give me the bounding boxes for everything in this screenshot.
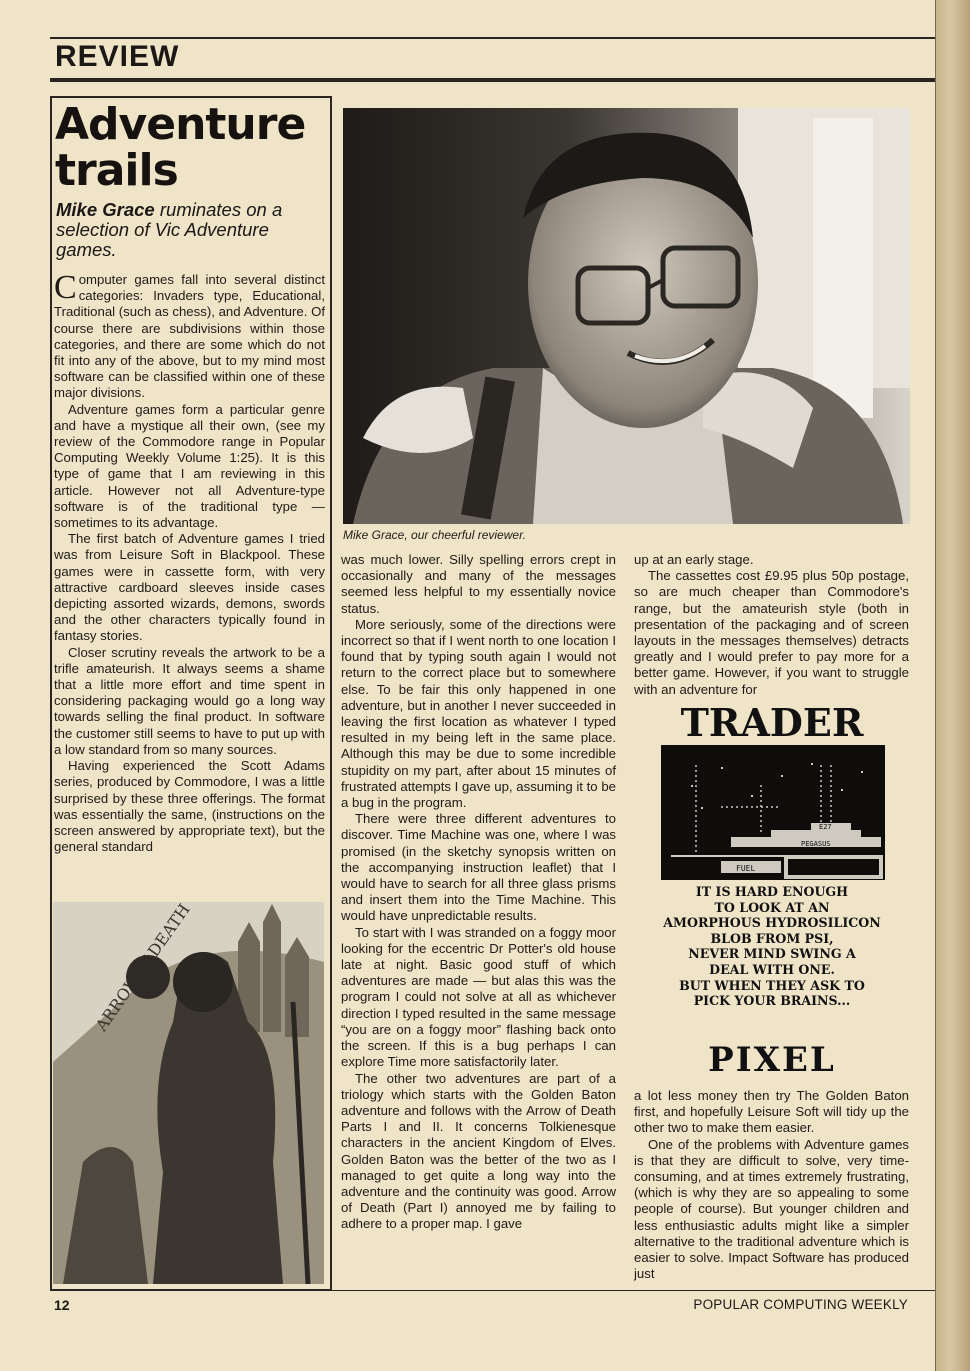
artwork-lettering: ARROW DEATH (91, 902, 194, 1035)
column-3-top (634, 552, 909, 698)
page-number: 12 (54, 1297, 70, 1313)
reviewer-photo (343, 108, 910, 524)
column-3-bottom (634, 1088, 909, 1282)
publication-name: POPULAR COMPUTING WEEKLY (693, 1297, 908, 1312)
col3-para-3: a lot less money then try The Golden Baton first, and hopefully Leisure Soft will tidy up the other two to make them easier. (634, 1088, 909, 1136)
fuel-label: FUEL (736, 864, 756, 873)
article-title (55, 99, 330, 196)
standfirst-text: ruminates on a selection of Vic Adventure games. (56, 199, 283, 260)
col1-para-3: The first batch of Adventure games I tried was from Leisure Soft in Blackpool. These games were in cassette form, with very attractive cardboard sleeves inside cases depicting assorted wizards, demons, swords and the other characters typically found in fantasy stories. (54, 531, 325, 644)
title-line-2: trails (55, 145, 178, 196)
page-edge (935, 0, 970, 1371)
col1-para-1 (54, 269, 325, 402)
col1-para-5: Having experienced the Scott Adams series, produced by Commodore, I was a little surprised by these three offerings. The format was essentially the same, (instructions on the screen answered by appropriate text), but the general standard (54, 758, 325, 855)
advert-line: BLOB FROM PSI, (710, 930, 834, 946)
advert-brand: PIXEL (708, 1040, 836, 1080)
top-rule (50, 37, 935, 39)
col2-para-1: was much lower. Silly spelling errors crept in occasionally and many of the messages seemed less helpful to my essentially novice status. (341, 552, 616, 616)
advert-line: TO LOOK AT AN (714, 899, 830, 915)
col3-para-4: One of the problems with Adventure games is that they are difficult to solve, very time-consuming, and at times extremely frustrating, (which is why they are so appealing to some people of course). But younger children and less enthusiastic adults might like a simpler alternative to the traditional adventure which is easier to solve. Impact Software has produced just (634, 1136, 909, 1282)
advert-line: IT IS HARD ENOUGH (695, 884, 849, 899)
column-2 (341, 552, 616, 1233)
col1-para-1-text: omputer games fall into several distinct categories: Invaders type, Educational, Traditional (such as chess), and Adventure. Of course there are subdivisions within those categories, and there are some which do not fit into any of the above, but to my mind most software can be classified within one of these major divisions. (54, 272, 325, 401)
col3-para-1: up at an early stage. (634, 552, 754, 567)
ship-label: PEGASUS (801, 840, 831, 848)
col2-para-3: There were three different adventures to discover. Time Machine was one, where I was promised (in the sketchy synopsis written on the accompanying instruction leaflet) that I would have to search for all three glass prisms and insert them into the Time Machine. This would have unpredictable results. (341, 811, 616, 924)
footer-rule (50, 1290, 935, 1291)
cassette-artwork (53, 902, 324, 1284)
drop-cap: C (54, 269, 77, 306)
advert-line: DEAL WITH ONE. (709, 961, 835, 977)
trader-advert (632, 700, 912, 1085)
advert-line: BUT WHEN THEY ASK TO (679, 977, 865, 993)
advert-copy (632, 884, 912, 1009)
col2-para-5: The other two adventures are part of a triology which starts with the Golden Baton adventure and follows with the Arrow of Death Parts I and II. It concerns Tolkienesque characters in the ancient Kingdom of Elves. Golden Baton was the better of the two as I managed to get quite a long way into the adventure and the continuity was good. Arrow of Death (Part I) annoyed me by failing to adhere to a proper map. I gave (341, 1070, 616, 1232)
advert-line: AMORPHOUS HYDROSILICON (663, 915, 881, 931)
header-rule (50, 78, 935, 82)
author-name: Mike Grace (56, 199, 155, 220)
column-1 (54, 269, 325, 855)
advert-title: TRADER (680, 700, 864, 745)
game-screenshot (661, 745, 885, 880)
col2-para-2: More seriously, some of the directions were incorrect so that if I went north to one location I found that by typing south again I would not return to the correct place but to somewhere else. To be fair this only happened in one adventure, but in another I never succeeded in leaving the first location as whatever I typed resulted in my being left in the same place. Although this may be due to some incredible stupidity on my part, after about 15 minutes of frustrated attempts I gave up, assuming it to be a bug in the program. (341, 616, 616, 811)
title-line-1: Adventure (55, 99, 306, 150)
advert-line: PICK YOUR BRAINS... (693, 993, 851, 1009)
col2-para-4: To start with I was stranded on a foggy moor looking for the eccentric Dr Potter's old house late at night. Basic good stuff of which adventures are made — but alas this was the program I could not solve at all as whichever direction I typed resulted in the same message “you are on a foggy moor” flashing back onto the screen. If this is a bug perhaps I can explore Time more satisfactorily later. (341, 924, 616, 1070)
col1-para-4: Closer scrutiny reveals the artwork to be a trifle amateurish. It always seems a shame that a little more effort and time spent in considering packaging would go a long way towards selling the final product. In software the customer still seems to have to put up with a low standard from so many sources. (54, 644, 325, 757)
code-label: E27 (819, 823, 832, 831)
col1-para-2: Adventure games form a particular genre and have a mystique all their own, (see my review of the Commodore range in Popular Computing Weekly Volume 1:25). It is this type of game that I am reviewing in this article. However not all Adventure-type software is of the traditional type — sometimes to its advantage. (54, 401, 325, 531)
standfirst (56, 200, 326, 260)
photo-caption: Mike Grace, our cheerful reviewer. (343, 528, 526, 542)
section-label: REVIEW (55, 40, 180, 73)
col3-para-2: The cassettes cost £9.95 plus 50p postage, so are much cheaper than Commodore's range, but the amateurish style (both in presentation of the packaging and of screen layouts in the messages themselves) detracts greatly and I would prefer to pay more for a better game. However, if you want to struggle with an adventure for (634, 568, 909, 697)
advert-line: NEVER MIND SWING A (688, 946, 856, 962)
